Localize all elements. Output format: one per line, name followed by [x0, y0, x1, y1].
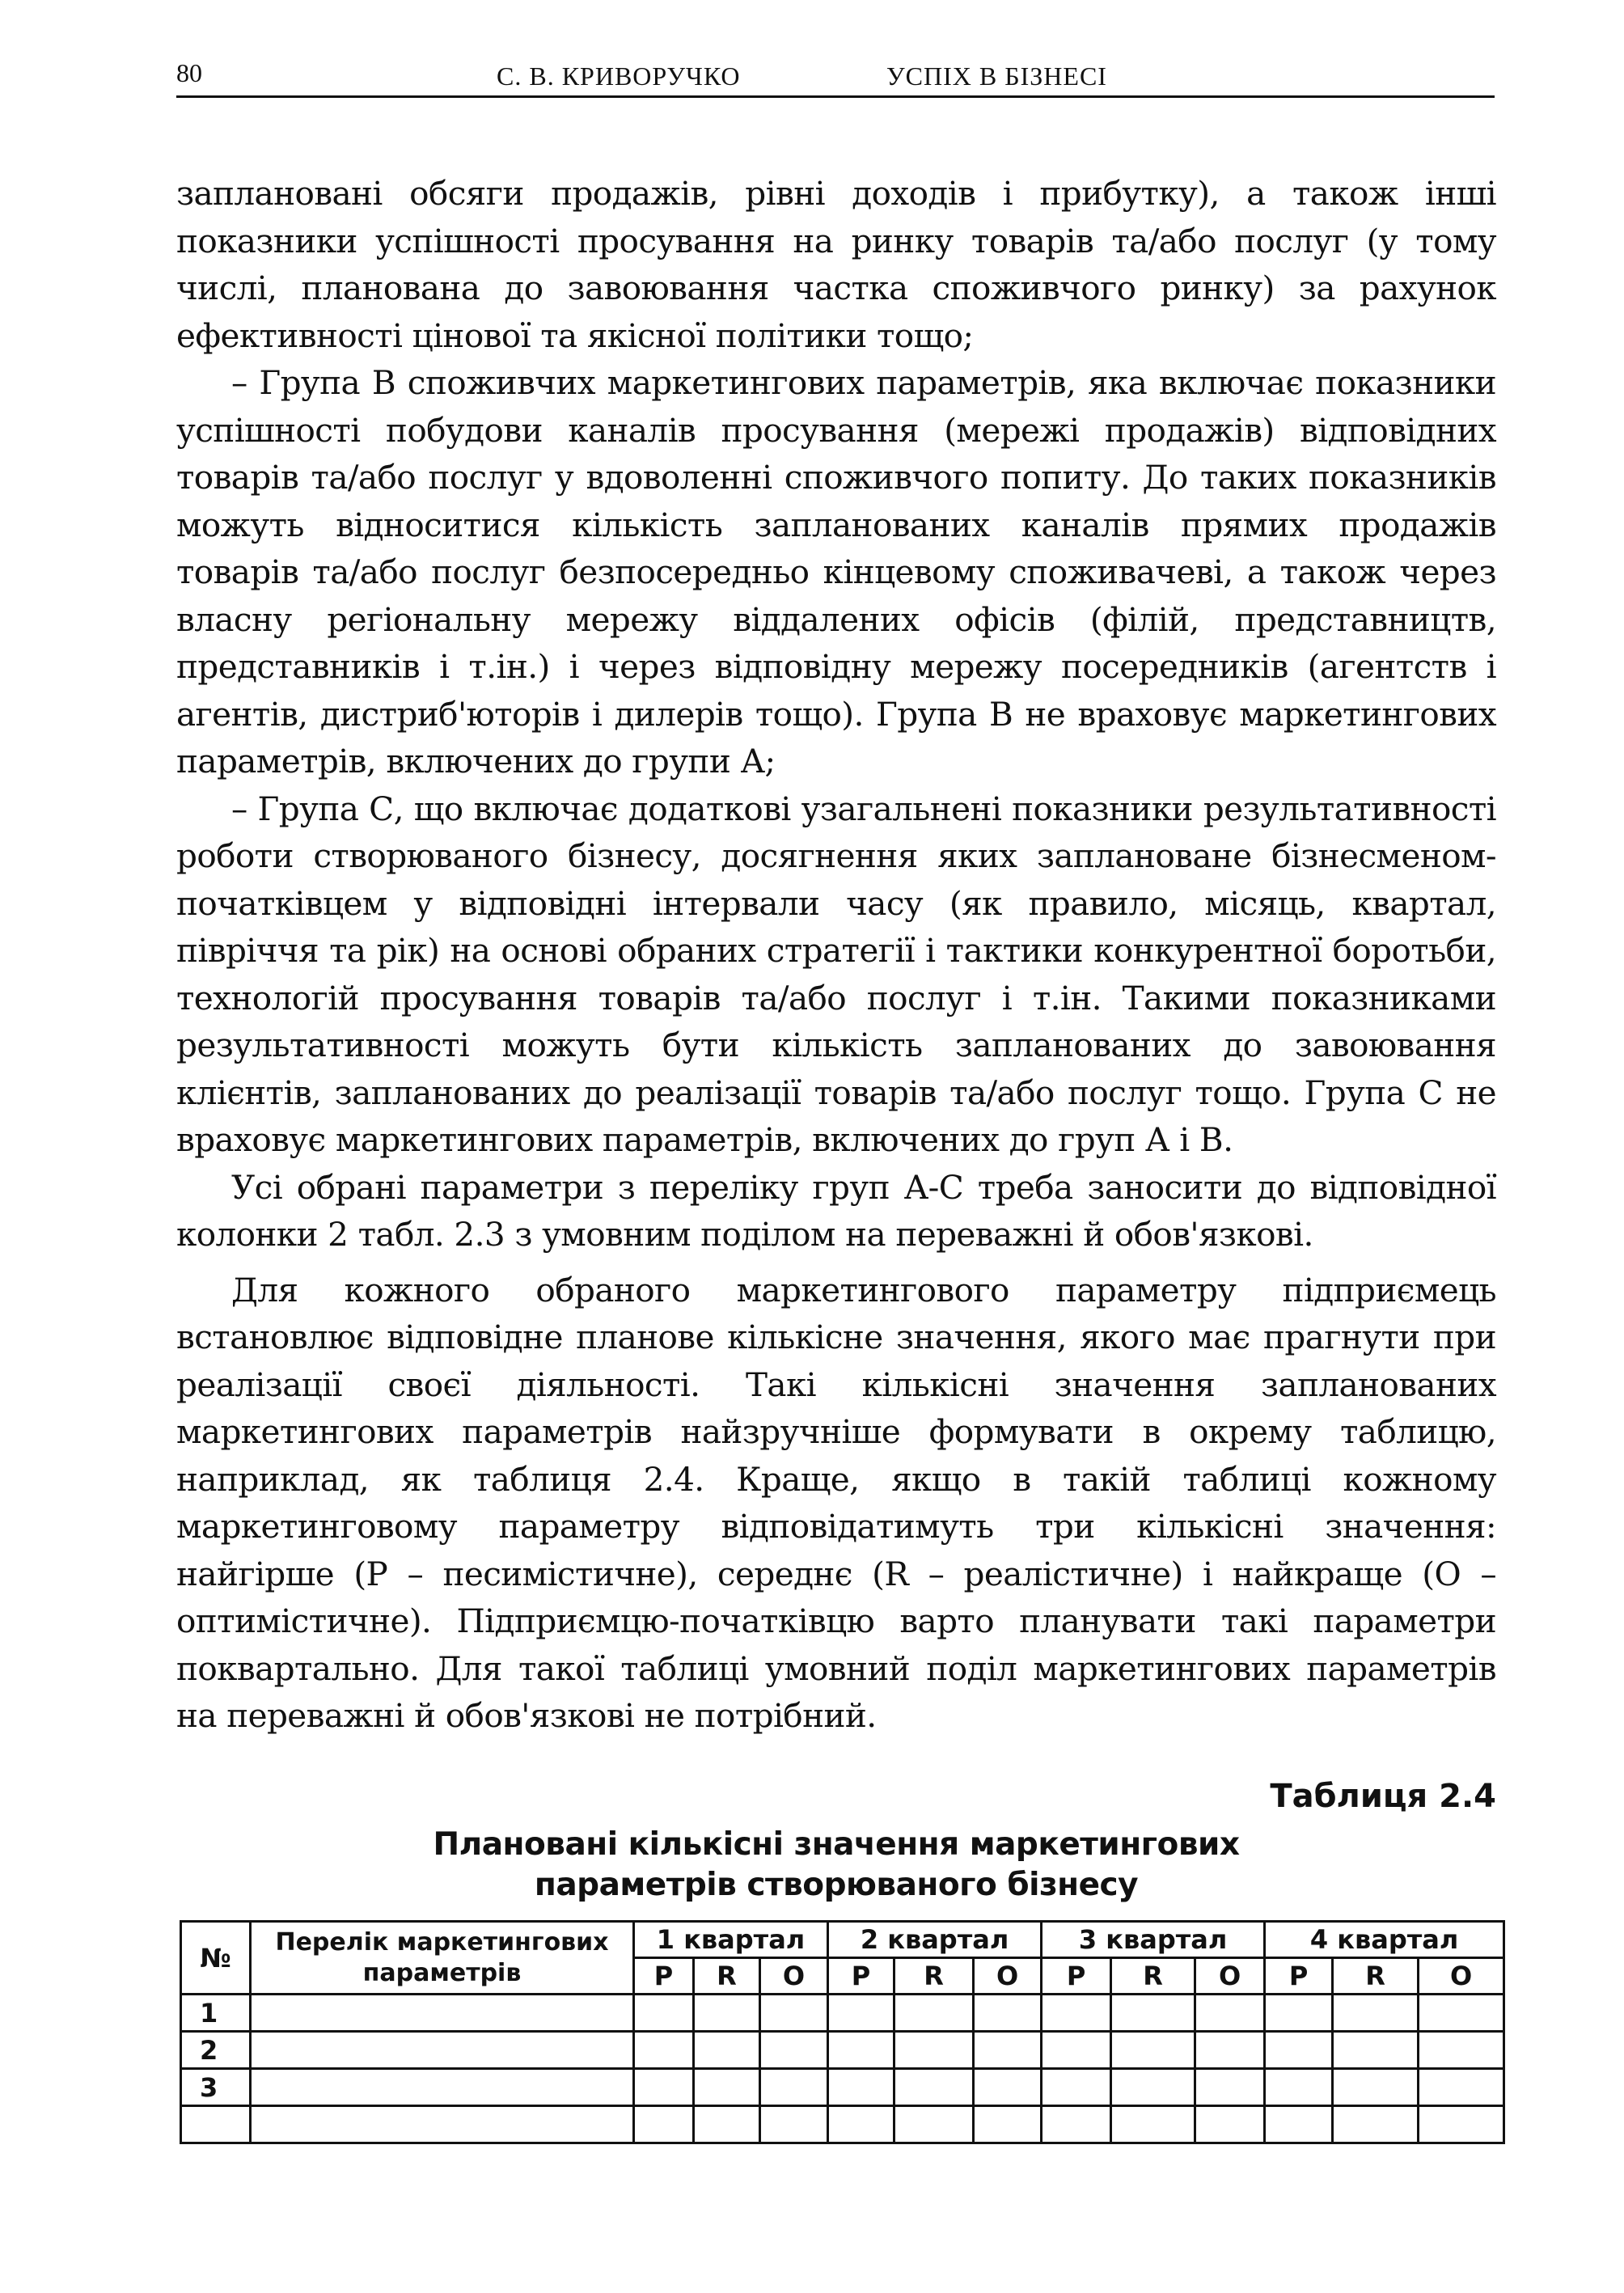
table-cell: [1333, 2106, 1419, 2143]
table-cell: [760, 2106, 828, 2143]
header-params: Перелік маркетингових параметрів: [251, 1922, 634, 1995]
header-number: №: [181, 1922, 251, 1995]
table-caption: Таблиця 2.4: [1270, 1778, 1496, 1815]
paragraph-planned-values: Для кожного обраного маркетингового параметру підприємець встановлює відповідне планове кількісне значення, якого має прагнути при реалізації своєї діяльності. Такі кількісні значення запланованих маркетингових параметрів найзручніше формувати в окрему таблицю, наприклад, як таблиця 2.4. Краще, якщо в такій таблиці кожному маркетинговому параметру відповідатимуть три кількісні значення: найгірше (Р – песимістичне), середнє (R – реалістичне) і найкраще (О – оптимістичне). Підприємцю-початківцю варто планувати такі параметри поквартально. Для такої таблиці умовний поділ маркетингових параметрів на переважні й обов'язкові не потрібний.: [176, 1270, 1496, 1735]
table-cell: [634, 1995, 694, 2032]
table-cell: [634, 2069, 694, 2106]
table-cell: [1419, 2032, 1504, 2069]
paragraph-group-c: – Група С, що включає додаткові узагальнені показники результативності роботи створюваного бізнесу, досягнення яких заплановане бізнесменом-початківцем у відповідні інтервали часу (як правило, місяць, квартал, півріччя та рік) на основі обраних стратегії і тактики конкурентної боротьби, технологій просування товарів та/або послуг і т.ін. Такими показниками результативності можуть бути кількість запланованих до завоювання клієнтів, запланованих до реалізації товарів та/або послуг тощо. Група С не враховує маркетингових параметрів, включених до груп А і В.: [176, 789, 1496, 1159]
table-row: [181, 1995, 1504, 2032]
table-cell: [828, 2106, 894, 2143]
page-number: 80: [176, 58, 202, 87]
paragraph-selected-params: Усі обрані параметри з переліку груп А-С треба заносити до відповідної колонки 2 табл. 2.3 з умовним поділом на переважні й обов'язкові.: [176, 1167, 1496, 1254]
table-cell: [1111, 2106, 1195, 2143]
table-cell: [974, 1995, 1042, 2032]
subheader-o: O: [1195, 1958, 1265, 1995]
subheader-p: P: [634, 1958, 694, 1995]
subheader-r: R: [1333, 1958, 1419, 1995]
table-cell: [251, 2032, 634, 2069]
subheader-p: P: [1265, 1958, 1333, 1995]
table-row: [181, 2032, 1504, 2069]
header-book-title: УСПІХ В БІЗНЕСІ: [886, 61, 1107, 91]
subheader-o: O: [974, 1958, 1042, 1995]
subheader-o: O: [1419, 1958, 1504, 1995]
running-header: [176, 58, 1495, 98]
header-author: С. В. КРИВОРУЧКО: [497, 61, 741, 91]
table-cell: [694, 2106, 760, 2143]
table-cell: [1333, 1995, 1419, 2032]
table-cell: [251, 1995, 634, 2032]
table-cell: [1265, 1995, 1333, 2032]
paragraph-continuation: заплановані обсяги продажів, рівні доходів і прибутку), а також інші показники успішності просування на ринку товарів та/або послуг (у тому числі, планована до завоювання частка споживчого ринку) за рахунок ефективності цінової та якісної політики тощо;: [176, 174, 1496, 355]
table-cell: [1265, 2069, 1333, 2106]
table-header-row: [181, 1922, 1504, 1958]
table-cell: [251, 2069, 634, 2106]
table-cell: [1265, 2106, 1333, 2143]
table-cell: [1195, 2106, 1265, 2143]
table-cell: [1419, 2069, 1504, 2106]
table-row: [181, 2069, 1504, 2106]
table-cell: [1042, 2069, 1111, 2106]
table-cell: [1111, 2069, 1195, 2106]
subheader-p: P: [1042, 1958, 1111, 1995]
table-cell: [974, 2032, 1042, 2069]
table-cell: [894, 1995, 974, 2032]
row-number: 2: [181, 2032, 251, 2069]
table-cell: [974, 2106, 1042, 2143]
table-title-line-1: Плановані кількісні значення маркетингових: [433, 1826, 1240, 1863]
table-cell: [1195, 2069, 1265, 2106]
subheader-r: R: [894, 1958, 974, 1995]
header-quarter-3: 3 квартал: [1042, 1922, 1265, 1958]
table-cell: [828, 2069, 894, 2106]
row-number: 3: [181, 2069, 251, 2106]
table-cell: [1042, 1995, 1111, 2032]
table-title: [176, 1825, 1496, 1906]
table-cell: [694, 2032, 760, 2069]
subheader-r: R: [1111, 1958, 1195, 1995]
subheader-o: O: [760, 1958, 828, 1995]
table-cell: [1195, 1995, 1265, 2032]
body-text: [176, 170, 1496, 1740]
table-cell: [760, 2069, 828, 2106]
table-cell: [251, 2106, 634, 2143]
table-cell: [828, 2032, 894, 2069]
table-cell: [694, 1995, 760, 2032]
table-cell: [1333, 2032, 1419, 2069]
table-cell: [1111, 1995, 1195, 2032]
table-cell: [894, 2032, 974, 2069]
paragraph-group-b: – Група В споживчих маркетингових параметрів, яка включає показники успішності побудови каналів просування (мережі продажів) відповідних товарів та/або послуг у вдоволенні споживчого попиту. До таких показників можуть відноситися кількість запланованих каналів прямих продажів товарів та/або послуг безпосередньо кінцевому споживачеві, а також через власну регіональну мережу віддалених офісів (філій, представництв, представників і т.ін.) і через відповідну мережу посередників (агентств і агентів, дистриб'юторів і дилерів тощо). Група В не враховує маркетингових параметрів, включених до групи А;: [176, 363, 1496, 781]
table-cell: [1419, 1995, 1504, 2032]
table-cell: [894, 2106, 974, 2143]
table-cell: [1042, 2106, 1111, 2143]
header-quarter-4: 4 квартал: [1265, 1922, 1504, 1958]
table-cell: [1419, 2106, 1504, 2143]
planned-values-table: [180, 1920, 1505, 2144]
header-quarter-2: 2 квартал: [828, 1922, 1042, 1958]
table-cell: [760, 2032, 828, 2069]
table-cell: [1265, 2032, 1333, 2069]
table-cell: [760, 1995, 828, 2032]
table-cell: [828, 1995, 894, 2032]
subheader-p: P: [828, 1958, 894, 1995]
table-cell: [1042, 2032, 1111, 2069]
table-title-line-2: параметрів створюваного бізнесу: [534, 1867, 1139, 1903]
table-cell: [1111, 2032, 1195, 2069]
table-cell: [974, 2069, 1042, 2106]
subheader-r: R: [694, 1958, 760, 1995]
table-cell: [894, 2069, 974, 2106]
table-cell: [1195, 2032, 1265, 2069]
table-row: [181, 2106, 1504, 2143]
row-number: 1: [181, 1995, 251, 2032]
table-cell: [634, 2032, 694, 2069]
row-number: [181, 2106, 251, 2143]
table-cell: [1333, 2069, 1419, 2106]
header-quarter-1: 1 квартал: [634, 1922, 828, 1958]
table-cell: [634, 2106, 694, 2143]
table-cell: [694, 2069, 760, 2106]
